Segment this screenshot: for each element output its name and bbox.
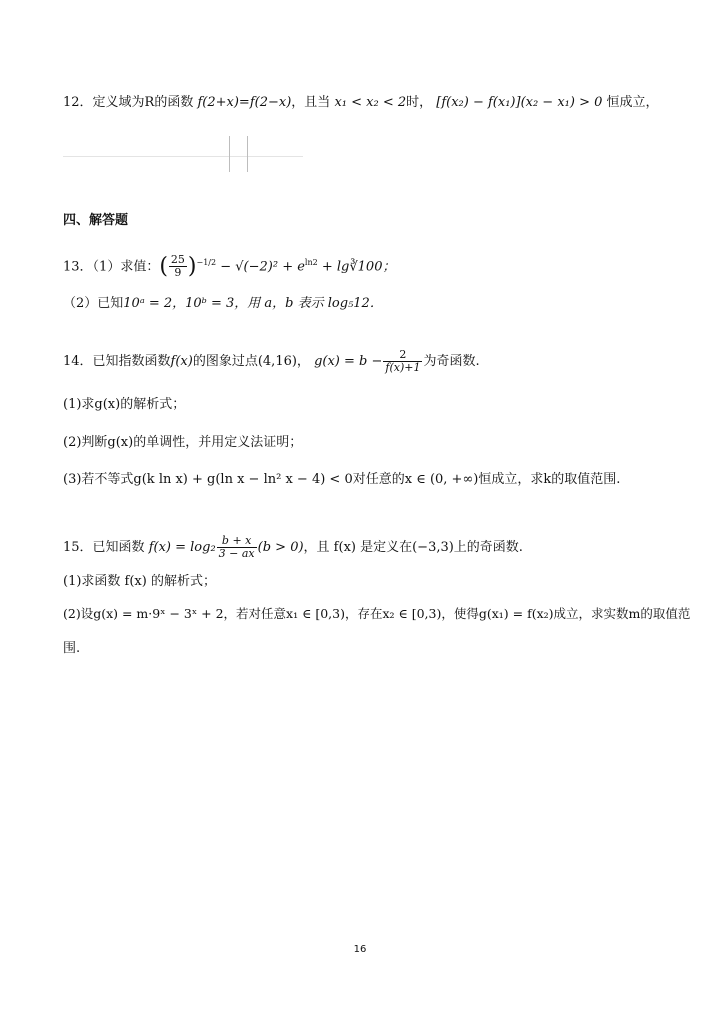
cutoff-rule [63,156,303,157]
q14-part2: (2)判断g(x)的单调性，并用定义法证明； [63,435,303,450]
q15-stem-b: ，且 f(x) 是定义在(−3,3)上的奇函数. [303,540,523,555]
q13-p2-body: 10ᵃ = 2，10ᵇ = 3，用 a，b 表示 log₅12． [123,296,383,311]
q12-text-e: 恒成立， [606,95,659,110]
q15-fraction: $\frac{b + x}{3 - ax}$ [218,534,255,560]
question-14-stem [63,347,480,377]
q12-number: 12． [63,95,93,110]
q12-text-a: 定义域为R的函数 [92,95,194,110]
q15-part2-line2: 围. [63,641,81,656]
q14-stem-a: 14．已知指数函数 [63,354,171,369]
q13-rest: − √(−2)² + e [220,259,305,275]
q12-eq: f(2+x)=f(2−x) [197,95,292,110]
q12-text-d: 时， [406,95,433,110]
q13-e-exponent: ln2 [304,258,318,267]
q14-part1: (1)求g(x)的解析式； [63,397,186,412]
q15-fx-def: f(x) = log₂ [148,540,216,555]
question-13-part2 [63,295,383,313]
cutoff-bracket [229,136,248,172]
q12-condition: x₁ < x₂ < 2 [334,95,407,110]
question-15-stem [63,533,523,563]
q14-g-def: g(x) = b − [314,354,383,369]
q14-stem-c: 为奇函数. [423,354,480,369]
page-number: 16 [353,944,367,955]
question-12 [63,94,659,112]
section-heading: 四、解答题 [63,213,129,228]
q13-tail: + lg∛100； [321,259,396,275]
q13-exponent: −1/2 [196,258,217,267]
q15-part1: (1)求函数 f(x) 的解析式； [63,574,216,589]
q14-stem-b: 的图象过点(4,16)， [192,354,310,369]
q15-part2-line1: (2)设g(x) = m·9ˣ − 3ˣ + 2，若对任意x₁ ∈ [0,3)，存在x₂ ∈ [0,3)，使得g(x₁) = f(x₂)成立，求实数m的取值范 [63,606,691,621]
q14-fx: f(x) [170,354,193,369]
q15-stem-a: 15．已知函数 [63,540,145,555]
q14-part3: (3)若不等式g(k ln x) + g(ln x − ln² x − 4) < 0对任意的x ∈ (0, +∞)恒成立，求k的取值范围. [63,472,621,487]
q15-cond: (b > 0) [257,540,304,555]
q12-text-c: ，且当 [291,95,331,110]
q13-label: 13．（1）求值： [63,259,160,275]
q14-fraction: $\frac{2}{f(x)+1}$ [385,348,421,374]
q13-fraction: $\frac{25}{9}$ [170,253,185,280]
question-13-part1: 13．（1）求值：( $\frac{25}{9}$ )$^{-1/2} - √(-2)^2 + e^{ln2}$ + lg∛100； [63,253,396,280]
q13-p2-label: （2）已知 [63,296,124,311]
q12-inequality: [f(x₂) − f(x₁)](x₂ − x₁) > 0 [436,95,603,110]
